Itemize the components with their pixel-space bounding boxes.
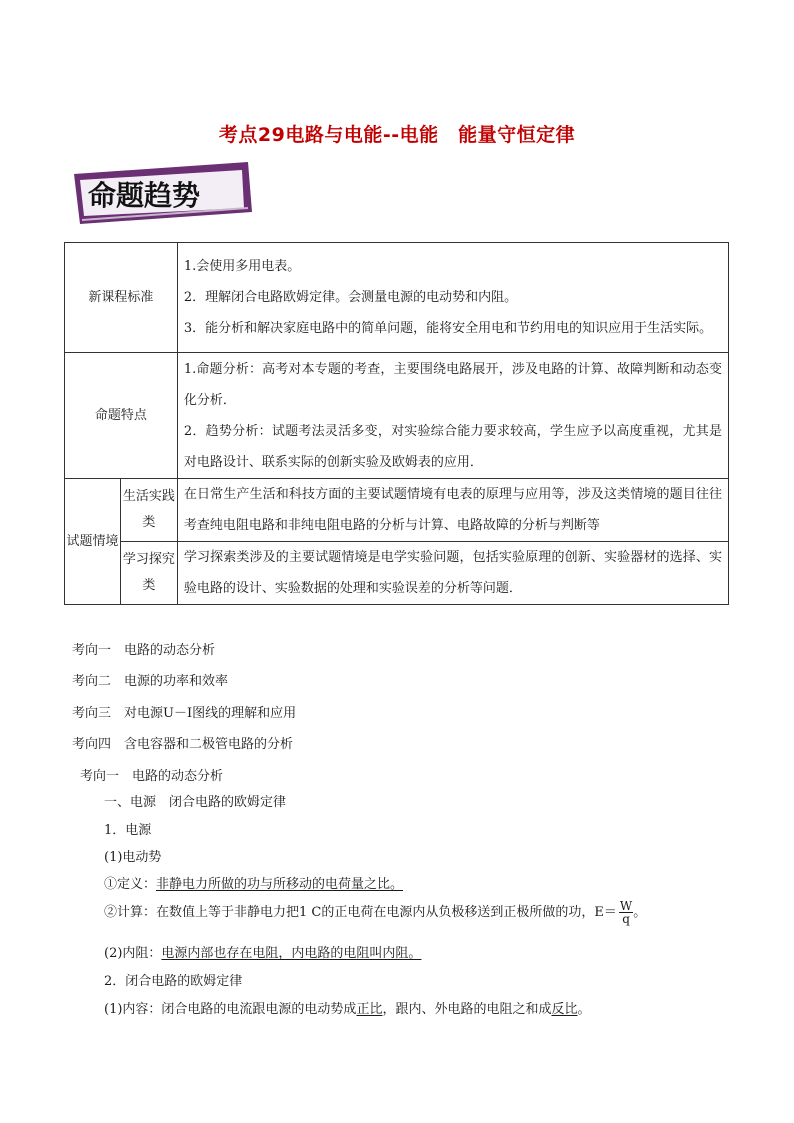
internal-resistance-line — [104, 942, 421, 961]
context-body-life: 在日常生产生活和科技方面的主要试题情境有电表的原理与应用等，涉及这类情境的题目往往考查纯电阻电路和非纯电阻电路的分析与计算、电路故障的分析与判断等 — [177, 479, 728, 542]
banner-text: 命题趋势 — [88, 179, 201, 212]
direction-item: 考向四 含电容器和二极管电路的分析 — [72, 737, 294, 752]
trend-banner — [72, 160, 254, 228]
row-body-standard — [177, 243, 728, 353]
formula-fraction — [619, 900, 633, 925]
law-content-label: (1)内容： — [104, 1002, 162, 1017]
standard-line: 1.会使用多用电表。 — [183, 259, 301, 274]
definition-text: 非静电力所做的功与所移动的电荷量之比。 — [156, 877, 404, 892]
internal-resistance-label: (2)内阻： — [104, 946, 162, 961]
calculation-label: ②计算： — [104, 905, 157, 920]
row-head-standard: 新课程标准 — [65, 243, 178, 353]
context-body-study: 学习探索类涉及的主要试题情境是电学实验问题，包括实验原理的创新、实验器材的选择、实验电路的设计、实验数据的处理和实验误差的分析等问题． — [177, 542, 728, 605]
definition-label: ①定义： — [104, 877, 157, 892]
feature-line: 2．趋势分析：试题考法灵活多变，对实验综合能力要求较高，学生应予以高度重视，尤其是对电路设计、联系实际的创新实验及欧姆表的应用． — [183, 423, 722, 470]
item-heading: 2．闭合电路的欧姆定律 — [104, 974, 243, 989]
context-sub-study: 学习探究类 — [120, 542, 177, 605]
internal-resistance-text: 电源内部也存在电阻，内电路的电阻叫内阻。 — [161, 946, 422, 961]
law-content-text: ，跟内、外电路的电阻之和成 — [382, 1002, 552, 1017]
subsection-title: 一、电源 闭合电路的欧姆定律 — [104, 795, 287, 810]
law-keyword-inverse: 反比 — [551, 1002, 578, 1017]
section-title: 考向一 电路的动态分析 — [80, 769, 224, 784]
row-body-features — [177, 353, 728, 479]
law-content-line — [104, 998, 591, 1017]
table-row — [65, 353, 729, 479]
feature-line: 1.命题分析：高考对本专题的考查，主要围绕电路展开，涉及电路的计算、故障判断和动态变化分析． — [183, 361, 722, 408]
calculation-end: 。 — [633, 905, 647, 920]
table-row — [65, 542, 729, 605]
table-row — [65, 479, 729, 542]
standard-line: 2．理解闭合电路欧姆定律。会测量电源的电动势和内阻。 — [183, 290, 518, 305]
law-content-end: 。 — [577, 1002, 591, 1017]
calculation-text: 在数值上等于非静电力把1 C的正电荷在电源内从负极移送到正极所做的功，E＝ — [156, 905, 617, 920]
item-subheading: (1)电动势 — [104, 850, 162, 865]
law-keyword-proportional: 正比 — [356, 1002, 383, 1017]
direction-item: 考向二 电源的功率和效率 — [72, 674, 229, 689]
page-title: 考点29电路与电能--电能 能量守恒定律 — [218, 124, 576, 146]
row-head-context: 试题情境 — [65, 479, 121, 605]
table-row — [65, 243, 729, 353]
calculation-line — [104, 900, 646, 925]
direction-item: 考向三 对电源U－I图线的理解和应用 — [72, 706, 297, 721]
curriculum-table — [64, 242, 729, 605]
direction-item: 考向一 电路的动态分析 — [72, 643, 216, 658]
law-content-text: 闭合电路的电流跟电源的电动势成 — [161, 1002, 357, 1017]
item-heading: 1．电源 — [104, 823, 152, 838]
row-head-features: 命题特点 — [65, 353, 178, 479]
definition-line — [104, 873, 403, 892]
standard-line: 3．能分析和解决家庭电路中的简单问题，能将安全用电和节约用电的知识应用于生活实际。 — [183, 321, 713, 336]
context-sub-life: 生活实践类 — [120, 479, 177, 542]
fraction-numerator: W — [619, 899, 633, 913]
fraction-denominator: q — [622, 912, 630, 926]
